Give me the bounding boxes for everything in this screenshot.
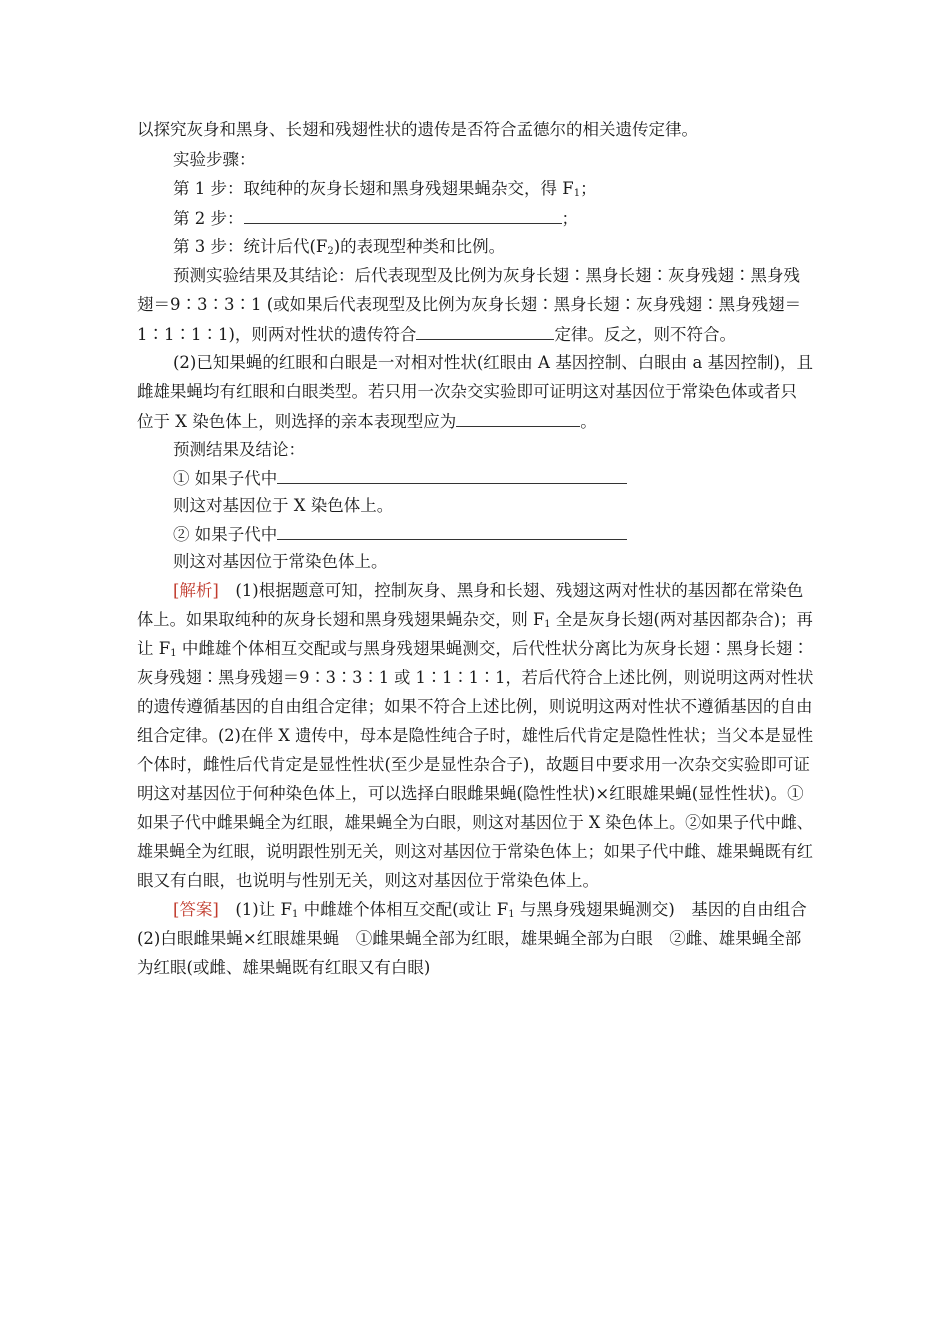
text-line: 的遗传遵循基因的自由组合定律；如果不符合上述比例，则说明这两对性状不遵循基因的自由	[137, 697, 813, 716]
step-2: 第 2 步： ；	[173, 205, 578, 231]
text-line: 体上。如果取纯种的灰身长翅和黑身残翅果蝇杂交，则 $F_1$ 全是灰身长翅(两对基因都杂合)；再	[137, 610, 813, 630]
answer-blank[interactable]	[277, 521, 627, 540]
text-line: 眼又有白眼，也说明与性别无关，则这对基因位于常染色体上。	[137, 871, 599, 890]
text-line: 翅＝9∶3∶3∶1 (或如果后代表现型及比例为灰身长翅∶黑身长翅∶灰身残翅∶黑身残翅＝	[137, 295, 802, 314]
text-line: (2)白眼雌果蝇×红眼雄果蝇 ①雌果蝇全部为红眼，雄果蝇全部为白眼 ②雌、雄果蝇全部	[137, 929, 802, 948]
answer-blank[interactable]	[244, 205, 562, 224]
text-line: (2)已知果蝇的红眼和白眼是一对相对性状(红眼由 A 基因控制、白眼由 a 基因控制)，且	[173, 353, 813, 372]
text-line: 灰身残翅∶黑身残翅＝9∶3∶3∶1 或 1∶1∶1∶1，若后代符合上述比例，则说明这两对性状	[137, 668, 814, 687]
answer-blank[interactable]	[416, 321, 554, 340]
text-line: 如果子代中雌果蝇全为红眼，雄果蝇全为白眼，则这对基因位于 X 染色体上。②如果子代中雌、	[137, 813, 813, 832]
text-line: ① 如果子代中	[173, 465, 627, 491]
text-line: 位于 X 染色体上，则选择的亲本表现型应为 。	[137, 408, 597, 434]
text-line: 雄果蝇全为红眼，说明跟性别无关，则这对基因位于常染色体上；如果子代中雌、雄果蝇既有红	[137, 842, 814, 861]
answer-blank[interactable]	[277, 465, 627, 484]
step-3: 第 3 步：统计后代$(F_2)$的表现型种类和比例。	[173, 237, 506, 257]
text-line: 为红眼(或雌、雄果蝇既有红眼又有白眼)	[137, 958, 431, 977]
text-line: 以探究灰身和黑身、长翅和残翅性状的遗传是否符合孟德尔的相关遗传定律。	[137, 120, 698, 139]
answer-line: [答案] (1)让 $F_1$ 中雌雄个体相互交配(或让 $F_1$ 与黑身残翅果蝇测交) 基因的自由组合	[173, 900, 807, 920]
step-1: 第 1 步：取纯种的灰身长翅和黑身残翅果蝇杂交，得 $F_1$；	[173, 179, 597, 199]
text-line: 让 $F_1$ 中雌雄个体相互交配或与黑身残翅果蝇测交，后代性状分离比为灰身长翅∶黑身长翅∶	[137, 639, 809, 659]
text-line: 1∶1∶1∶1)，则两对性状的遗传符合 定律。反之，则不符合。	[137, 321, 736, 347]
text-line: 则这对基因位于常染色体上。	[173, 552, 388, 571]
steps-heading: 实验步骤：	[173, 150, 256, 169]
answer-tag: [答案]	[173, 900, 219, 919]
text-line: 组合定律。(2)在伴 X 遗传中，母本是隐性纯合子时，雄性后代肯定是隐性性状；当父本是显性	[137, 726, 814, 745]
answer-blank[interactable]	[456, 408, 580, 427]
text-line: 明这对基因位于何种染色体上，可以选择白眼雌果蝇(隐性性状)×红眼雄果蝇(显性性状)。①	[137, 784, 804, 803]
analysis-line: [解析] (1)根据题意可知，控制灰身、黑身和长翅、残翅这两对性状的基因都在常染色	[173, 581, 804, 600]
text-line: 预测结果及结论：	[173, 440, 305, 459]
text-line: ② 如果子代中	[173, 521, 627, 547]
text-line: 个体时，雌性后代肯定是显性性状(至少是显性杂合子)，故题目中要求用一次杂交实验即可证	[137, 755, 810, 774]
text-line: 雌雄果蝇均有红眼和白眼类型。若只用一次杂交实验即可证明这对基因位于常染色体或者只	[137, 382, 797, 401]
text-line: 则这对基因位于 X 染色体上。	[173, 496, 394, 515]
analysis-tag: [解析]	[173, 581, 219, 600]
text-line: 预测实验结果及其结论：后代表现型及比例为灰身长翅∶黑身长翅∶灰身残翅∶黑身残	[173, 266, 800, 285]
